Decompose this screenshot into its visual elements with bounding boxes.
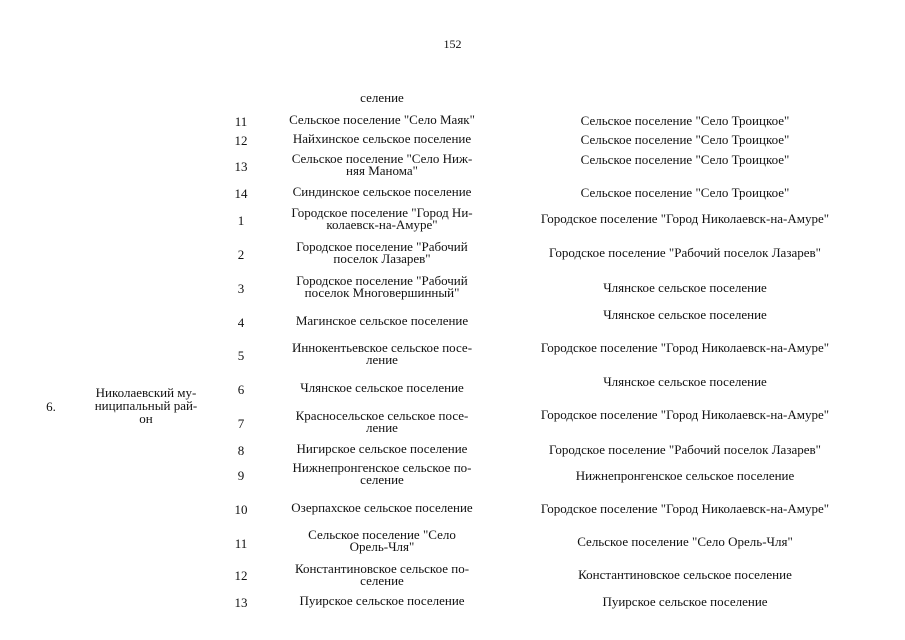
admin-center: Городское поселение "Город Николаевск-на-Амуре"	[540, 340, 830, 355]
admin-center: Константиновское сельское поселение	[578, 567, 792, 582]
settlement-name-line: Сельское поселение "Село	[308, 527, 456, 542]
settlement-name-line: Нижнепронгенское сельское по-	[292, 460, 472, 475]
row-number: 7	[237, 416, 245, 431]
settlement-name-line: Городское поселение "Рабочий	[296, 239, 468, 254]
row-number: 8	[237, 443, 245, 458]
admin-center: Пуирское сельское поселение	[602, 594, 768, 609]
settlement-name	[282, 315, 482, 327]
settlement-name-line: Сельское поселение "Село Маяк"	[289, 112, 475, 127]
settlement-name-line: поселок Лазарев"	[333, 251, 431, 266]
settlement-name-line: селение	[360, 573, 404, 588]
settlement-name	[282, 342, 482, 366]
settlement-name	[282, 207, 482, 231]
settlement-name-line: Городское поселение "Город Ни-	[291, 205, 473, 220]
settlement-name-line: Найхинское сельское поселение	[292, 131, 472, 146]
admin-center: Городское поселение "Город Николаевск-на-Амуре"	[540, 501, 830, 516]
row-number: 13	[234, 595, 248, 610]
settlement-name-line: Городское поселение "Рабочий	[296, 273, 468, 288]
settlement-name-line: няя Манома"	[346, 163, 418, 178]
settlement-name-line: Синдинское сельское поселение	[292, 184, 472, 199]
settlement-name-line: Сельское поселение "Село Ниж-	[291, 151, 473, 166]
row-number: 5	[237, 348, 245, 363]
settlement-name	[282, 462, 482, 486]
admin-center: Городское поселение "Рабочий поселок Лазарев"	[549, 442, 821, 457]
admin-center: Члянское сельское поселение	[603, 374, 767, 389]
row-number: 10	[234, 502, 248, 517]
admin-center: Сельское поселение "Село Троицкое"	[580, 185, 790, 200]
row-number: 12	[234, 133, 248, 148]
admin-center: Члянское сельское поселение	[603, 307, 767, 322]
district-name-line: Николаевский му-	[95, 385, 197, 400]
settlement-name-line: ление	[366, 420, 398, 435]
settlement-name-line: Орель-Чля"	[349, 539, 415, 554]
district-name-line: он	[139, 411, 153, 426]
settlement-name	[282, 241, 482, 265]
settlement-name	[282, 153, 482, 177]
row-number: 6	[237, 382, 245, 397]
admin-center: Городское поселение "Город Николаевск-на-Амуре"	[540, 407, 830, 422]
row-number: 4	[237, 315, 245, 330]
row-number: 1	[237, 213, 245, 228]
settlement-name-line: селение	[360, 472, 404, 487]
settlement-name	[282, 595, 482, 607]
settlement-name-line: колаевск-на-Амуре"	[326, 217, 438, 232]
settlement-name-line: Нигирское сельское поселение	[296, 441, 468, 456]
admin-center: Сельское поселение "Село Троицкое"	[580, 132, 790, 147]
settlement-name-line: Озерпахское сельское поселение	[291, 500, 473, 515]
admin-center: Сельское поселение "Село Орель-Чля"	[577, 534, 793, 549]
settlement-name-line: Красносельское сельское посе-	[295, 408, 469, 423]
admin-center: Нижнепронгенское сельское поселение	[575, 468, 795, 483]
settlement-name-line: Пуирское сельское поселение	[299, 593, 465, 608]
settlement-name-line: Иннокентьевское сельское посе-	[291, 340, 473, 355]
district-number: 6.	[46, 399, 56, 414]
page-number: 152	[443, 37, 462, 51]
admin-center: Городское поселение "Рабочий поселок Лазарев"	[549, 245, 821, 260]
district-name	[76, 386, 216, 425]
row-number: 11	[234, 536, 248, 551]
row-number: 13	[234, 159, 248, 174]
admin-center: Городское поселение "Город Николаевск-на-Амуре"	[540, 211, 830, 226]
settlement-name	[282, 114, 482, 126]
row-number: 14	[234, 186, 248, 201]
district-name-line: ниципальный рай-	[94, 398, 198, 413]
settlement-name-line: Члянское сельское поселение	[300, 380, 464, 395]
row-number: 11	[234, 114, 248, 129]
settlement-name	[282, 502, 482, 514]
settlement-name	[282, 133, 482, 145]
settlement-name	[282, 443, 482, 455]
row-number: 9	[237, 468, 245, 483]
settlement-name-line: ление	[366, 352, 398, 367]
settlement-name	[282, 275, 482, 299]
settlement-name	[282, 382, 482, 394]
row-number: 2	[237, 247, 245, 262]
settlement-name	[282, 529, 482, 553]
row-number: 12	[234, 568, 248, 583]
admin-center: Члянское сельское поселение	[603, 280, 767, 295]
continued-text: селение	[360, 90, 404, 105]
settlement-name	[282, 563, 482, 587]
row-number: 3	[237, 281, 245, 296]
settlement-name-line: Константиновское сельское по-	[294, 561, 470, 576]
settlement-name	[282, 410, 482, 434]
settlement-name	[282, 186, 482, 198]
settlement-name-line: поселок Многовершинный"	[304, 285, 460, 300]
admin-center: Сельское поселение "Село Троицкое"	[580, 113, 790, 128]
admin-center: Сельское поселение "Село Троицкое"	[580, 152, 790, 167]
settlement-name-line: Магинское сельское поселение	[295, 313, 469, 328]
